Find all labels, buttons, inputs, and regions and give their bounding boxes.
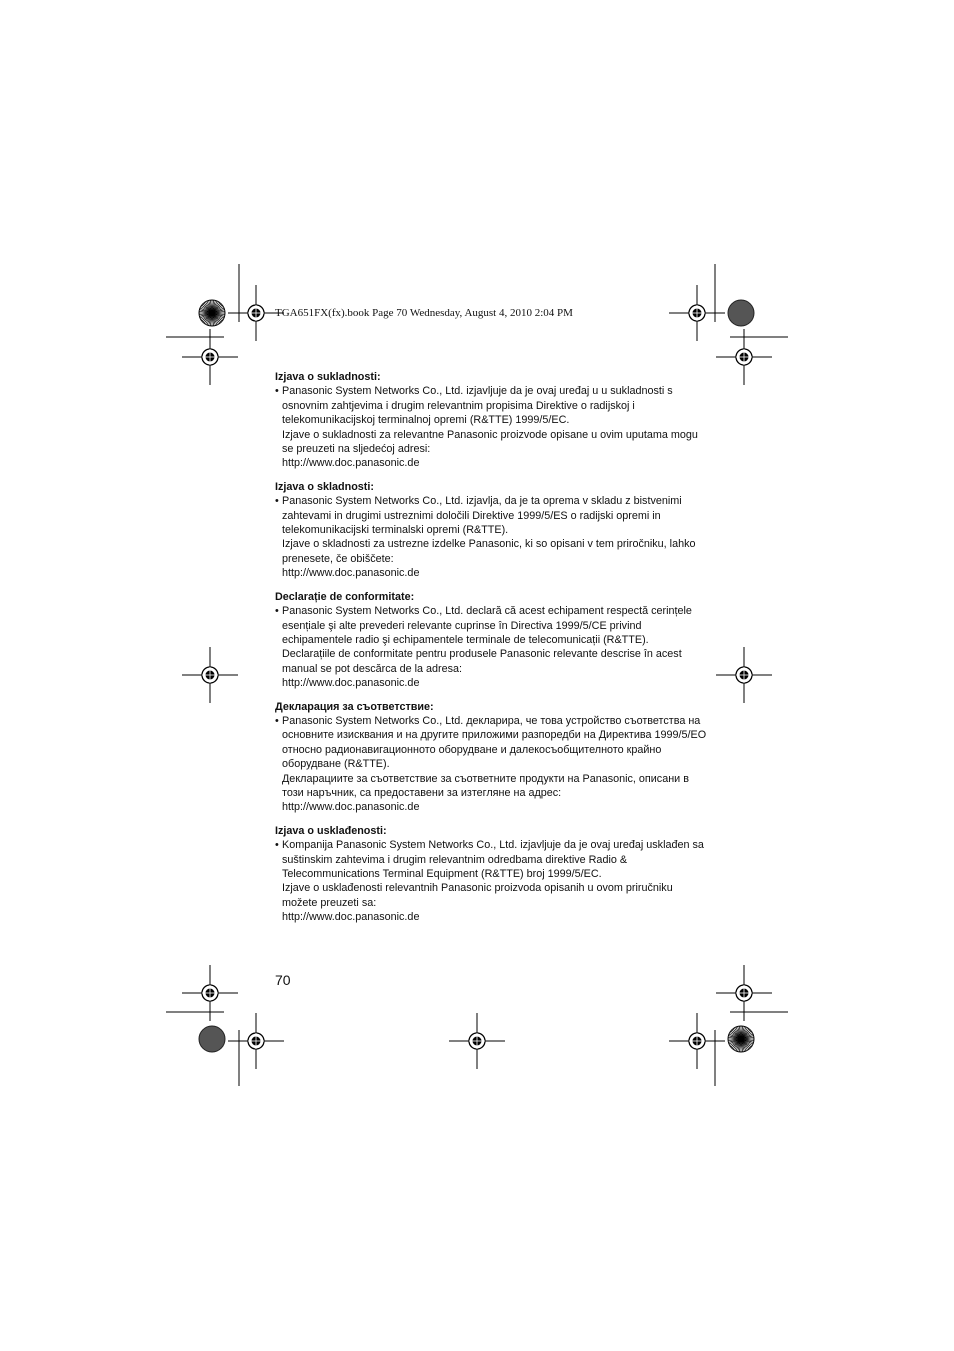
grey-disc-mark-icon xyxy=(728,300,754,326)
text-line: Декларациите за съответствие за съответните продукти на Panasonic, описани в xyxy=(282,772,689,785)
section-title: Declarație de conformitate: xyxy=(275,590,415,603)
declaration-section xyxy=(275,700,707,815)
bullet-icon: • xyxy=(275,714,279,727)
starburst-mark-icon xyxy=(728,1026,754,1052)
declaration-section xyxy=(275,590,692,691)
text-line: manual se pot descărca de la adresa: xyxy=(282,662,463,675)
bullet-paragraph xyxy=(275,604,692,690)
bullet-icon: • xyxy=(275,605,279,618)
text-line: echipamentele radio şi echipamentele terminale de telecomunicații (R&TTE). xyxy=(282,633,649,646)
declaration-section xyxy=(275,824,704,925)
text-line: se preuzeti na sljedećoj adresi: xyxy=(282,443,431,456)
url-text: http://www.doc.panasonic.de xyxy=(282,457,420,470)
text-line: Panasonic System Networks Co., Ltd. izjavljuje da je ovaj uređaj u u sukladnosti s xyxy=(282,385,673,398)
section-title: Izjava o usklađenosti: xyxy=(275,824,387,837)
text-line: основните изисквания и на другите приложими разпоредби на Директива 1999/5/ЕО xyxy=(282,729,707,742)
text-line: Izjave o sukladnosti za relevantne Panasonic proizvode opisane u ovim uputama mogu xyxy=(282,428,698,441)
text-line: Kompanija Panasonic System Networks Co., Ltd. izjavljuje da je ovaj uređaj usklađen sa xyxy=(282,839,704,852)
crosshair-mark-icon xyxy=(228,1013,284,1069)
url-text: http://www.doc.panasonic.de xyxy=(282,911,420,924)
declaration-section xyxy=(275,480,696,581)
crosshair-mark-icon xyxy=(182,647,238,703)
text-line: telekomunikacijski terminalski opremi (R&TTE). xyxy=(282,524,509,537)
text-line: osnovnim zahtjevima i drugim relevantnim propisima Direktive o radijskoj i xyxy=(282,399,635,412)
bullet-icon: • xyxy=(275,495,279,508)
url-text: http://www.doc.panasonic.de xyxy=(282,801,420,814)
text-line: Izjave o usklađenosti relevantnih Panasonic proizvoda opisanih u ovom priručniku xyxy=(282,882,673,895)
text-line: zahtevami in drugimi ustreznimi določili Direktive 1999/5/ES o radijski opremi in xyxy=(282,509,661,522)
crosshair-mark-icon xyxy=(669,285,725,341)
text-line: Panasonic System Networks Co., Ltd. izjavlja, da je ta oprema v skladu z bistvenimi xyxy=(282,495,682,508)
starburst-mark-icon xyxy=(199,300,225,326)
crosshair-mark-icon xyxy=(182,965,238,1021)
text-line: оборудване (R&TTE). xyxy=(282,758,390,771)
page-number: 70 xyxy=(275,972,291,988)
crosshair-mark-icon xyxy=(716,965,772,1021)
grey-disc-mark-icon xyxy=(199,1026,225,1052)
bullet-paragraph xyxy=(275,384,698,470)
text-line: Declarațiile de conformitate pentru produsele Panasonic relevante descrise în acest xyxy=(282,648,682,661)
bullet-paragraph xyxy=(275,838,704,924)
bullet-paragraph xyxy=(275,494,696,580)
text-line: Izjave o skladnosti za ustrezne izdelke Panasonic, ki so opisani v tem priročniku, lahko xyxy=(282,538,696,551)
page-header: TGA651FX(fx).book Page 70 Wednesday, August 4, 2010 2:04 PM xyxy=(275,307,573,319)
text-line: možete preuzeti sa: xyxy=(282,896,377,909)
bullet-icon: • xyxy=(275,385,279,398)
text-line: prenesete, če obiščete: xyxy=(282,552,394,565)
bullet-icon: • xyxy=(275,839,279,852)
text-line: suštinskim zahtevima i drugim relevantnim odredbama direktive Radio & xyxy=(282,853,628,866)
text-line: esențiale şi alte prevederi relevante cuprinse în Directiva 1999/5/CE privind xyxy=(282,619,642,632)
section-title: Izjava o skladnosti: xyxy=(275,480,375,493)
declarations-content xyxy=(275,370,707,934)
text-line: относно радионавигационното оборудване и далекосъобщителното крайно xyxy=(282,743,662,756)
text-line: telekomunikacijskoj terminalnoj opremi (R&TTE) 1999/5/EC. xyxy=(282,414,570,427)
declaration-section xyxy=(275,370,698,471)
section-title: Декларация за съответствие: xyxy=(275,700,434,713)
bullet-paragraph xyxy=(275,714,707,815)
url-text: http://www.doc.panasonic.de xyxy=(282,567,420,580)
text-line: този наръчник, са предоставени за изтегляне на адрес: xyxy=(282,786,562,799)
text-line: Telecommunications Terminal Equipment (R&TTE) broj 1999/5/EC. xyxy=(282,868,602,880)
crosshair-mark-icon xyxy=(716,647,772,703)
text-line: Panasonic System Networks Co., Ltd. declară că acest echipament respectă cerințele xyxy=(282,605,692,618)
crosshair-mark-icon xyxy=(449,1013,505,1069)
section-title: Izjava o sukladnosti: xyxy=(275,371,381,383)
text-line: Panasonic System Networks Co., Ltd. декларира, че това устройство съответства на xyxy=(282,714,701,727)
url-text: http://www.doc.panasonic.de xyxy=(282,677,420,690)
crosshair-mark-icon xyxy=(669,1013,725,1069)
